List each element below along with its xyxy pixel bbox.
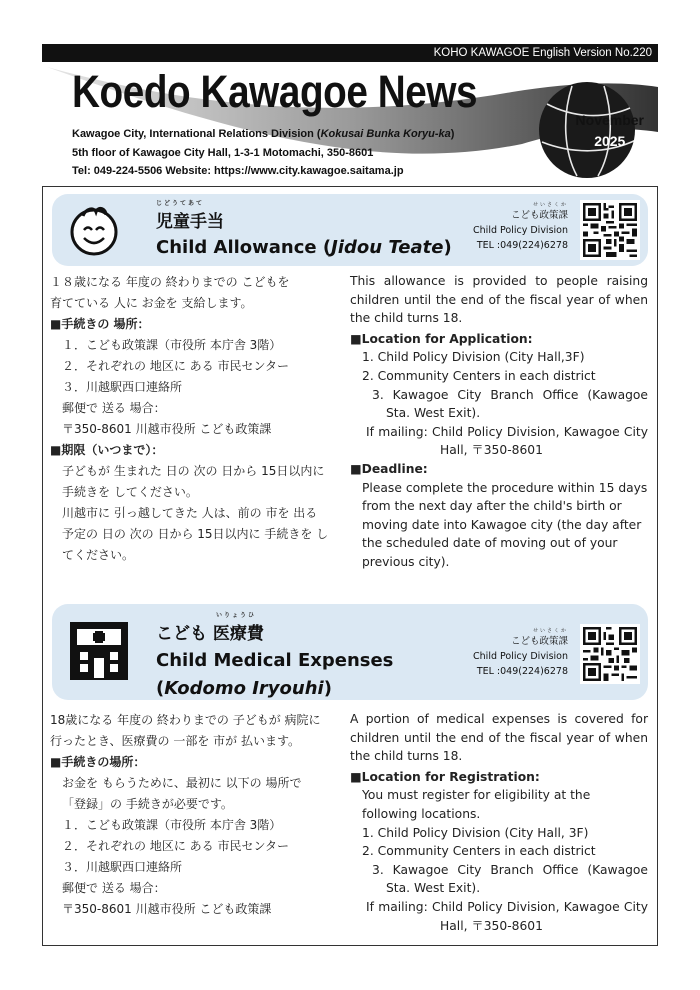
article1-title-en bbox=[156, 237, 452, 258]
article1-jp-section-head: ■期限（いつまで）： bbox=[50, 443, 164, 457]
article1-jp-line: てください。 bbox=[62, 548, 135, 562]
article1-title-en-suffix: ) bbox=[443, 237, 452, 258]
article2-contact-jp: こども政策課 bbox=[510, 636, 568, 647]
article1-jp-line: 子どもが 生まれた 日の 次の 日から 15日以内に bbox=[62, 464, 325, 478]
article1-contact-tel: TEL :049(224)6278 bbox=[476, 240, 568, 251]
article1-banner bbox=[52, 194, 648, 266]
article1-title-jp-text: 児童手当 bbox=[156, 212, 224, 232]
article1-contact-en: Child Policy Division bbox=[473, 225, 568, 236]
article2-en-register-text: You must register for eligibility at the following locations. bbox=[362, 788, 591, 821]
article2-jp-line: 18歳になる 年度の 終わりまでの 子どもが 病院に bbox=[50, 713, 321, 727]
article2-contact bbox=[473, 628, 568, 679]
article1-en-intro: This allowance is provided to people raising children until the end of the fiscal year of when the child turns 18. bbox=[350, 274, 648, 326]
publisher-italic: Kokusai Bunka Koryu-ka bbox=[320, 128, 451, 140]
article2-en-mailing: If mailing: Child Policy Division, Kawagoe City Hall, 〒350-8601 bbox=[366, 899, 648, 933]
article1-en-mailing: If mailing: Child Policy Division, Kawagoe City Hall, 〒350-8601 bbox=[366, 424, 648, 458]
article1-title-jp bbox=[156, 198, 224, 232]
article2-jp-line: 「登録」の 手続きが必要です。 bbox=[62, 797, 233, 811]
article1-title-ruby: じどうてあて bbox=[156, 200, 205, 207]
article1-title-en-prefix: Child Allowance ( bbox=[156, 237, 332, 258]
article1-jp-line: 〒350-8601 川越市役所 こども政策課 bbox=[62, 422, 272, 436]
article2-title-en-italic: Kodomo Iryouhi bbox=[164, 678, 324, 699]
article2-title-en-suffix: ) bbox=[323, 678, 332, 699]
article2-title-en-line2 bbox=[156, 678, 332, 699]
article1-contact-jp: こども政策課 bbox=[510, 210, 568, 221]
article1-en-column bbox=[350, 272, 648, 572]
article1-jp-section-head: ■手続きの 場所： bbox=[50, 317, 150, 331]
smiley-face-icon bbox=[66, 202, 122, 258]
article1-jp-line: １．こども政策課（市役所 本庁舎 3階） bbox=[62, 338, 282, 352]
contact-line: Tel: 049-224-5506 Website: https://www.city.kawagoe.saitama.jp bbox=[72, 165, 404, 177]
article2-en-location-item: 1. Child Policy Division (City Hall, 3F) bbox=[362, 825, 589, 840]
article2-jp-line: ２．それぞれの 地区に ある 市民センター bbox=[62, 839, 289, 853]
article2-jp-section-head: ■手続きの場所： bbox=[50, 755, 146, 769]
article1-en-location-item: 1. Child Policy Division (City Hall,3F) bbox=[362, 350, 585, 365]
article1-jp-line: 予定の 日の 次の 日から 15日以内に 手続きを し bbox=[62, 527, 329, 541]
article2-jp-line: ３．川越駅西口連絡所 bbox=[62, 860, 183, 874]
article1-en-location-item: 3. Kawagoe City Branch Office (Kawagoe Sta. West Exit). bbox=[372, 387, 648, 421]
newsletter-title: Koedo Kawagoe News bbox=[72, 66, 478, 117]
article1-jp-line: 川越市に 引っ越してきた 人は、前の 市を 出る bbox=[62, 506, 318, 520]
article2-qr-code[interactable] bbox=[580, 624, 640, 684]
masthead bbox=[42, 62, 658, 182]
edition-label: KOHO KAWAGOE English Version No.220 bbox=[433, 47, 652, 59]
address-line: 5th floor of Kawagoe City Hall, 1-3-1 Motomachi, 350-8601 bbox=[72, 147, 374, 159]
article1-jp-line: ３．川越駅西口連絡所 bbox=[62, 380, 183, 394]
article1-jp-line: 育てている 人に お金を 支給します。 bbox=[50, 296, 253, 310]
issue-year: 2025 bbox=[594, 133, 626, 149]
article2-title-en-line1: Child Medical Expenses bbox=[156, 650, 394, 671]
qr-code-icon bbox=[583, 203, 637, 257]
article1-jp-column bbox=[50, 272, 330, 566]
article1-jp-line: １８歳になる 年度の 終わりまでの こどもを bbox=[50, 275, 290, 289]
article2-en-intro: A portion of medical expenses is covered for children until the end of the fiscal year of when the child turns 18. bbox=[350, 712, 648, 764]
article2-title-ruby: いりょうひ bbox=[216, 612, 257, 619]
article1-en-deadline-text: Please complete the procedure within 15 days from the next day after the child's birth or moving date into Kawagoe city (the day after the scheduled date of moving out of your previous city). bbox=[362, 480, 648, 569]
article2-jp-line: 〒350-8601 川越市役所 こども政策課 bbox=[62, 902, 272, 916]
issue-month: November bbox=[575, 112, 644, 128]
article1-contact-ruby: せいさくか bbox=[532, 202, 568, 208]
qr-code-icon bbox=[583, 627, 637, 681]
hospital-icon bbox=[68, 620, 130, 682]
article2-en-location-item: 3. Kawagoe City Branch Office (Kawagoe Sta. West Exit). bbox=[372, 862, 648, 896]
article2-en-location-item: 2. Community Centers in each district bbox=[362, 844, 596, 859]
publisher-text: Kawagoe City, International Relations Division ( bbox=[72, 128, 321, 140]
issue-date bbox=[576, 110, 644, 152]
article2-jp-column bbox=[50, 710, 330, 920]
article2-en-column bbox=[350, 710, 648, 935]
article2-en-section-head: ■Location for Registration: bbox=[350, 769, 540, 784]
publisher-suffix: ) bbox=[450, 128, 455, 140]
article1-contact bbox=[473, 202, 568, 253]
article2-title-jp-text: こども 医療費 bbox=[156, 624, 264, 644]
article2-contact-ruby: せいさくか bbox=[532, 628, 568, 634]
article1-en-section-head: ■Location for Application: bbox=[350, 331, 533, 346]
article1-en-location-item: 2. Community Centers in each district bbox=[362, 368, 596, 383]
article1-en-section-head: ■Deadline: bbox=[350, 461, 428, 476]
edition-bar bbox=[42, 44, 658, 62]
article2-contact-en: Child Policy Division bbox=[473, 651, 568, 662]
article1-jp-line: 郵便で 送る 場合： bbox=[62, 401, 166, 415]
article2-jp-line: お金を もらうために、最初に 以下の 場所で bbox=[62, 776, 302, 790]
article1-title-en-italic: Jidou Teate bbox=[331, 237, 444, 258]
article2-jp-line: 郵便で 送る 場合： bbox=[62, 881, 166, 895]
article1-jp-line: ２．それぞれの 地区に ある 市民センター bbox=[62, 359, 289, 373]
article2-banner bbox=[52, 604, 648, 700]
publisher-line bbox=[72, 128, 454, 140]
article1-qr-code[interactable] bbox=[580, 200, 640, 260]
article2-title-jp bbox=[156, 610, 264, 644]
article2-contact-tel: TEL :049(224)6278 bbox=[476, 666, 568, 677]
article1-jp-line: 手続きを してください。 bbox=[62, 485, 198, 499]
article2-jp-line: 行ったとき、医療費の 一部を 市が 払います。 bbox=[50, 734, 301, 748]
article2-title-en-prefix: ( bbox=[156, 678, 165, 699]
article2-jp-line: １．こども政策課（市役所 本庁舎 3階） bbox=[62, 818, 282, 832]
